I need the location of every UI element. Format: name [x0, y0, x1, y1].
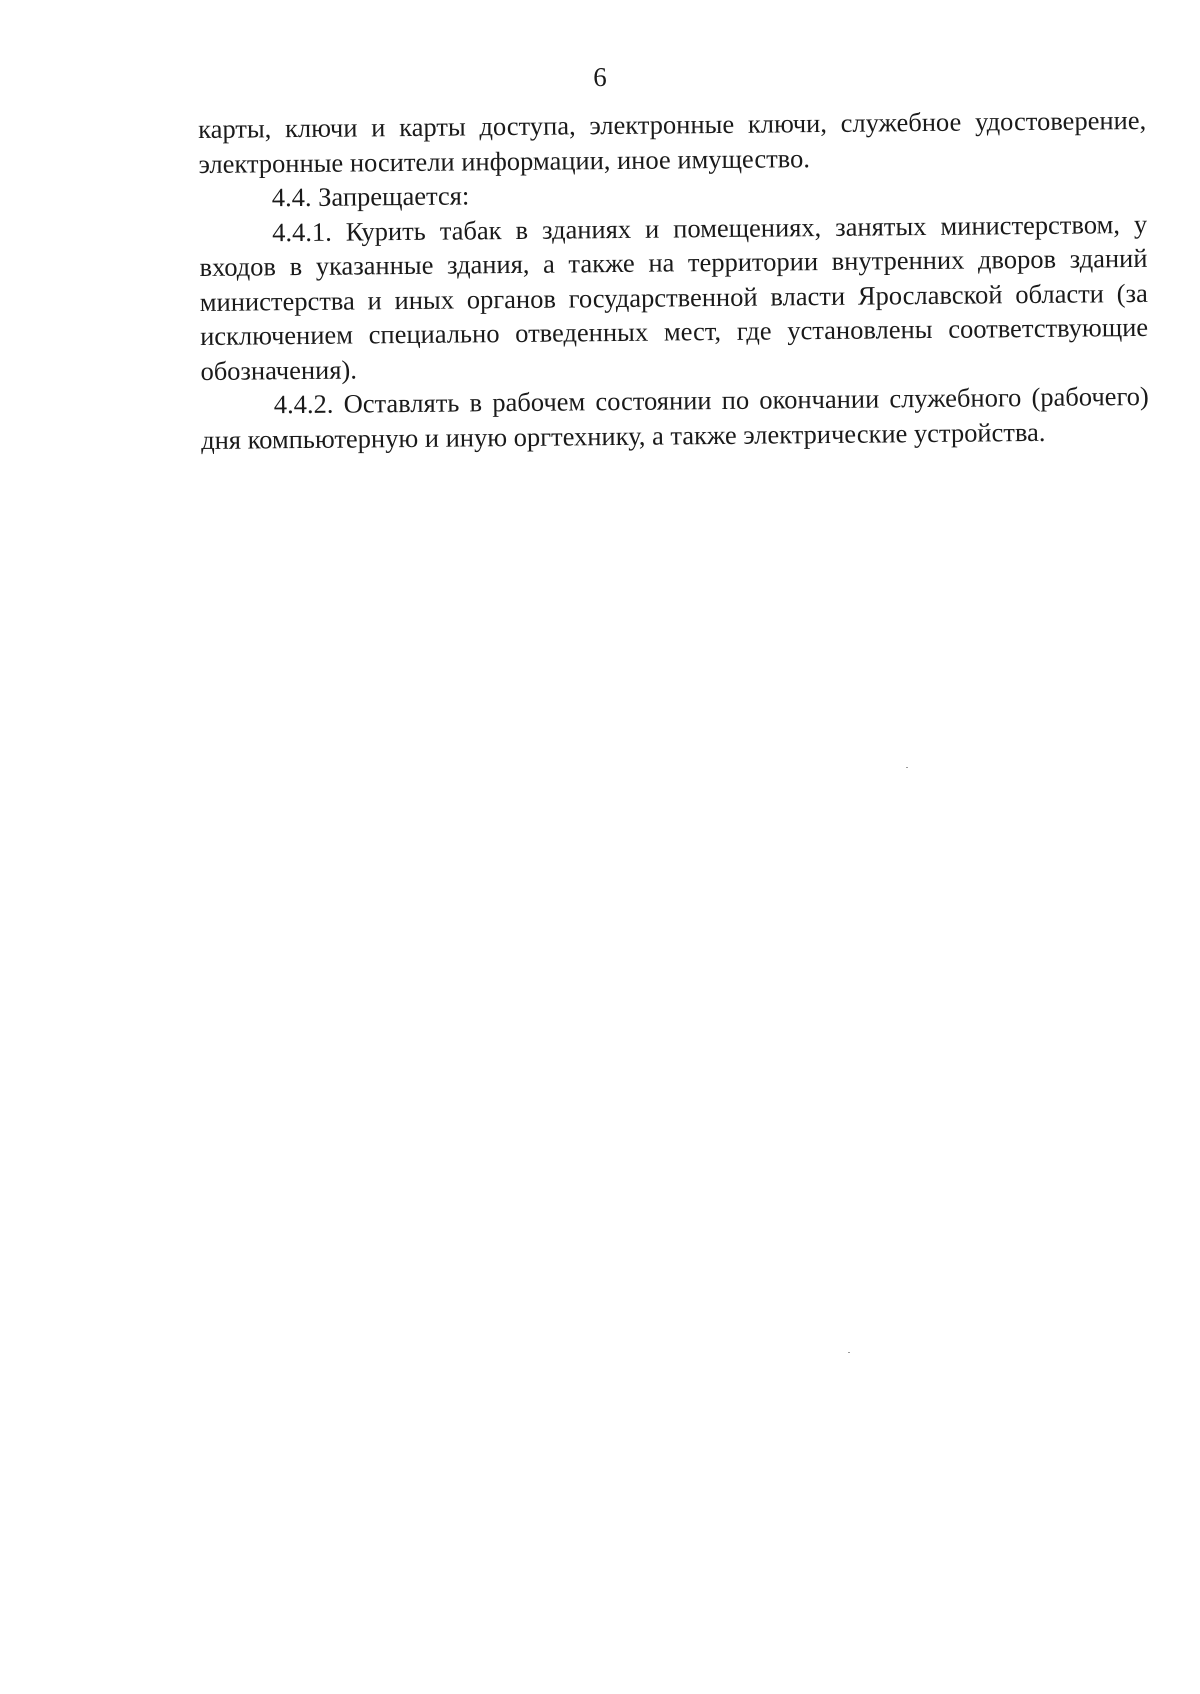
paragraph-clause-4-4-2: 4.4.2. Оставлять в рабочем состоянии по окончании служебного (рабочего) дня компьютерную и иную оргтехнику, а также электрические устройства.	[200, 380, 1149, 455]
paragraph-continuation: карты, ключи и карты доступа, электронные ключи, служебное удостоверение, электронные носители информации, иное имущество.	[198, 104, 1147, 179]
scan-speck	[906, 767, 908, 768]
paragraph-clause-4-4-1: 4.4.1. Курить табак в зданиях и помещениях, занятых министерством, у входов в указанные здания, а также на территории внутренних дворов зданий министерства и иных органов государственной власти Ярославской области (за исключением специально отведенных мест, где установлены соответствующие обозначения).	[199, 208, 1149, 386]
document-body	[198, 103, 1149, 457]
scan-speck	[848, 1352, 850, 1353]
paragraph-clause-4-4: 4.4. Запрещается:	[271, 180, 470, 213]
page-number: 6	[593, 62, 607, 92]
